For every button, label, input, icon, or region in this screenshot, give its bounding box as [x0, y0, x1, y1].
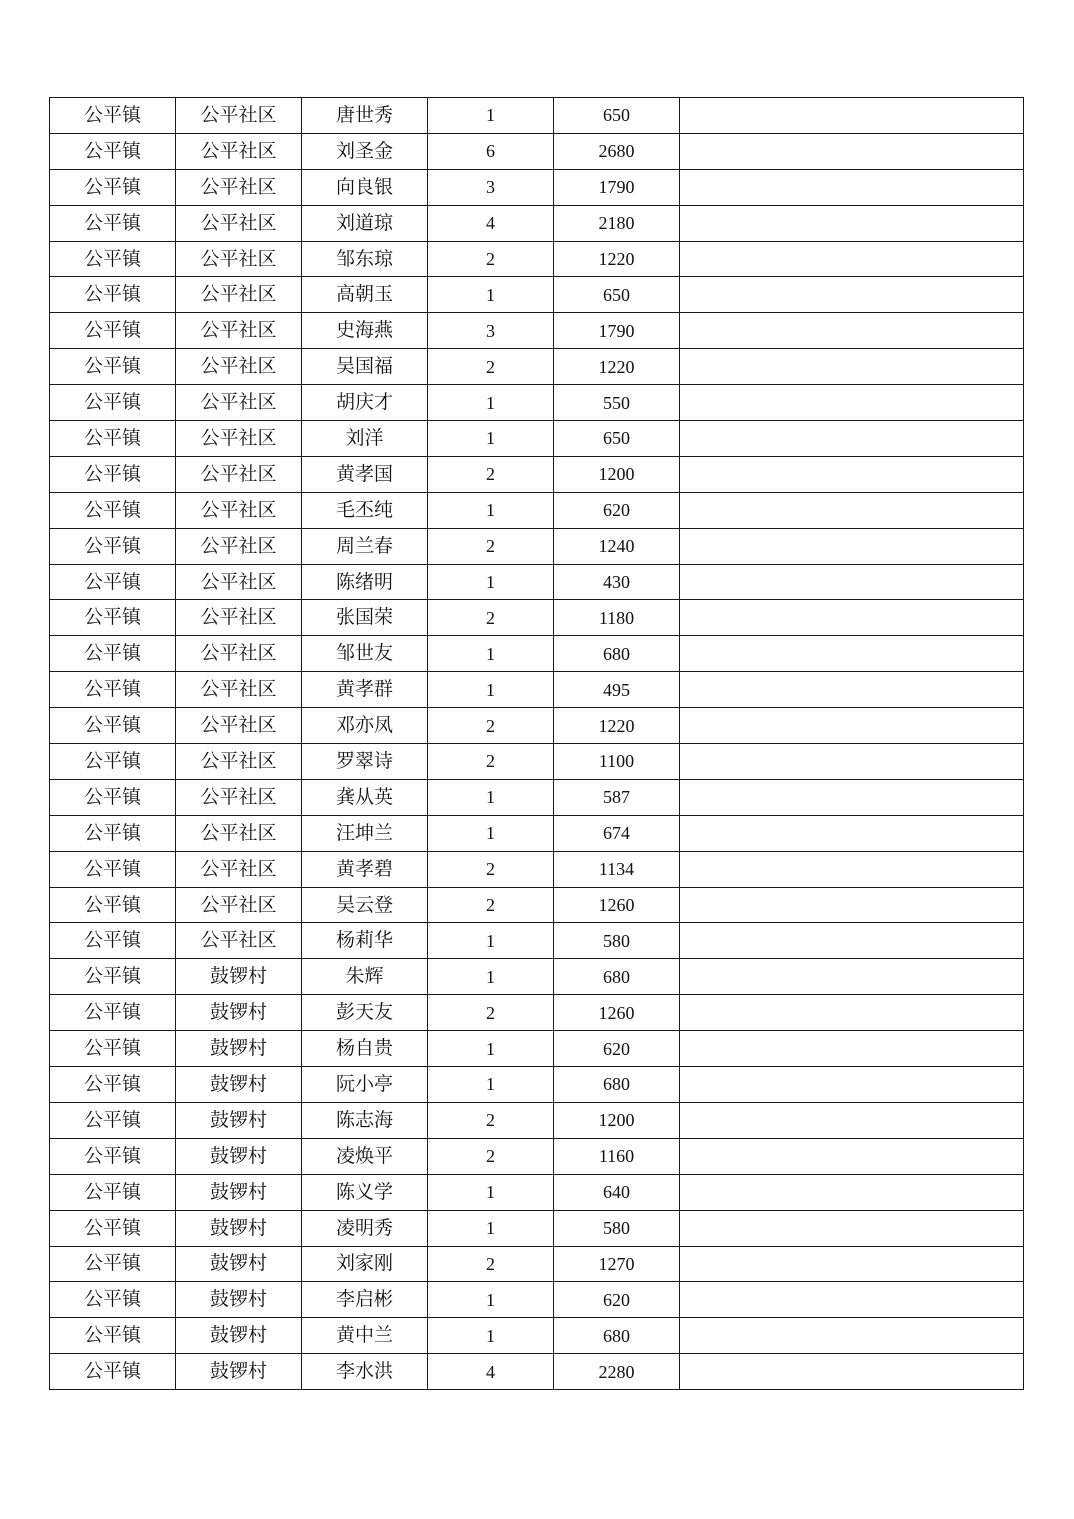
cell-village: 公平社区: [176, 169, 302, 205]
cell-note: [680, 349, 1024, 385]
cell-amount: 2680: [554, 133, 680, 169]
cell-town: 公平镇: [50, 349, 176, 385]
cell-village: 公平社区: [176, 205, 302, 241]
cell-town: 公平镇: [50, 744, 176, 780]
table-row: [50, 1246, 1024, 1282]
cell-count: 2: [428, 241, 554, 277]
cell-town: 公平镇: [50, 887, 176, 923]
cell-amount: 620: [554, 1031, 680, 1067]
cell-town: 公平镇: [50, 1138, 176, 1174]
cell-town: 公平镇: [50, 133, 176, 169]
cell-amount: 580: [554, 1210, 680, 1246]
cell-note: [680, 851, 1024, 887]
cell-name: 陈义学: [302, 1174, 428, 1210]
cell-amount: 1200: [554, 456, 680, 492]
cell-name: 向良银: [302, 169, 428, 205]
cell-village: 公平社区: [176, 923, 302, 959]
cell-count: 1: [428, 98, 554, 134]
cell-amount: 580: [554, 923, 680, 959]
table-row: [50, 923, 1024, 959]
cell-count: 2: [428, 1246, 554, 1282]
cell-count: 1: [428, 1031, 554, 1067]
table-row: [50, 528, 1024, 564]
table-row: [50, 744, 1024, 780]
cell-note: [680, 672, 1024, 708]
cell-amount: 650: [554, 421, 680, 457]
cell-count: 1: [428, 636, 554, 672]
cell-village: 公平社区: [176, 313, 302, 349]
cell-note: [680, 779, 1024, 815]
cell-count: 1: [428, 421, 554, 457]
cell-town: 公平镇: [50, 636, 176, 672]
cell-town: 公平镇: [50, 277, 176, 313]
cell-count: 2: [428, 851, 554, 887]
table-row: [50, 779, 1024, 815]
cell-note: [680, 1282, 1024, 1318]
cell-name: 阮小亭: [302, 1067, 428, 1103]
cell-village: 公平社区: [176, 779, 302, 815]
table-row: [50, 456, 1024, 492]
cell-village: 公平社区: [176, 708, 302, 744]
cell-amount: 620: [554, 492, 680, 528]
cell-note: [680, 1031, 1024, 1067]
cell-name: 毛丕纯: [302, 492, 428, 528]
cell-name: 吴云登: [302, 887, 428, 923]
table-row: [50, 1067, 1024, 1103]
table-row: [50, 1282, 1024, 1318]
cell-note: [680, 98, 1024, 134]
cell-note: [680, 241, 1024, 277]
cell-town: 公平镇: [50, 1031, 176, 1067]
table-row: [50, 1210, 1024, 1246]
cell-count: 3: [428, 313, 554, 349]
table-row: [50, 708, 1024, 744]
cell-village: 鼓锣村: [176, 1174, 302, 1210]
table-row: [50, 313, 1024, 349]
cell-name: 陈志海: [302, 1102, 428, 1138]
cell-amount: 1260: [554, 995, 680, 1031]
cell-town: 公平镇: [50, 1246, 176, 1282]
cell-note: [680, 1174, 1024, 1210]
cell-note: [680, 744, 1024, 780]
cell-note: [680, 815, 1024, 851]
cell-name: 李启彬: [302, 1282, 428, 1318]
cell-count: 2: [428, 528, 554, 564]
table-row: [50, 133, 1024, 169]
cell-count: 1: [428, 923, 554, 959]
table-row: [50, 421, 1024, 457]
cell-town: 公平镇: [50, 1210, 176, 1246]
cell-amount: 495: [554, 672, 680, 708]
cell-amount: 1270: [554, 1246, 680, 1282]
cell-village: 公平社区: [176, 815, 302, 851]
cell-amount: 550: [554, 385, 680, 421]
cell-village: 公平社区: [176, 672, 302, 708]
cell-count: 1: [428, 779, 554, 815]
cell-town: 公平镇: [50, 1282, 176, 1318]
cell-name: 汪坤兰: [302, 815, 428, 851]
cell-amount: 1134: [554, 851, 680, 887]
cell-village: 公平社区: [176, 385, 302, 421]
cell-count: 1: [428, 1282, 554, 1318]
cell-amount: 680: [554, 1067, 680, 1103]
table-row: [50, 959, 1024, 995]
cell-note: [680, 133, 1024, 169]
cell-amount: 1790: [554, 169, 680, 205]
cell-town: 公平镇: [50, 923, 176, 959]
cell-note: [680, 959, 1024, 995]
cell-town: 公平镇: [50, 1354, 176, 1390]
cell-village: 鼓锣村: [176, 1102, 302, 1138]
cell-name: 黄中兰: [302, 1318, 428, 1354]
cell-count: 2: [428, 995, 554, 1031]
cell-note: [680, 1318, 1024, 1354]
cell-town: 公平镇: [50, 492, 176, 528]
cell-village: 公平社区: [176, 564, 302, 600]
table-row: [50, 995, 1024, 1031]
cell-town: 公平镇: [50, 98, 176, 134]
cell-count: 1: [428, 385, 554, 421]
data-table: [49, 97, 1024, 1390]
table-row: [50, 241, 1024, 277]
table-row: [50, 851, 1024, 887]
cell-name: 陈绪明: [302, 564, 428, 600]
cell-name: 凌焕平: [302, 1138, 428, 1174]
cell-town: 公平镇: [50, 169, 176, 205]
cell-count: 1: [428, 815, 554, 851]
cell-note: [680, 528, 1024, 564]
cell-note: [680, 1210, 1024, 1246]
table-row: [50, 636, 1024, 672]
cell-village: 公平社区: [176, 456, 302, 492]
cell-note: [680, 1138, 1024, 1174]
table-row: [50, 98, 1024, 134]
cell-village: 公平社区: [176, 349, 302, 385]
cell-name: 杨自贵: [302, 1031, 428, 1067]
cell-name: 唐世秀: [302, 98, 428, 134]
cell-town: 公平镇: [50, 241, 176, 277]
cell-name: 朱辉: [302, 959, 428, 995]
cell-village: 鼓锣村: [176, 1354, 302, 1390]
cell-count: 2: [428, 1138, 554, 1174]
cell-village: 公平社区: [176, 421, 302, 457]
cell-town: 公平镇: [50, 1174, 176, 1210]
cell-count: 2: [428, 1102, 554, 1138]
cell-count: 2: [428, 744, 554, 780]
cell-village: 公平社区: [176, 887, 302, 923]
cell-count: 1: [428, 1210, 554, 1246]
cell-note: [680, 995, 1024, 1031]
cell-amount: 1200: [554, 1102, 680, 1138]
cell-amount: 2280: [554, 1354, 680, 1390]
cell-note: [680, 385, 1024, 421]
cell-amount: 1790: [554, 313, 680, 349]
cell-amount: 650: [554, 277, 680, 313]
cell-note: [680, 456, 1024, 492]
cell-count: 2: [428, 456, 554, 492]
cell-village: 鼓锣村: [176, 1318, 302, 1354]
cell-name: 黄孝碧: [302, 851, 428, 887]
cell-count: 1: [428, 1067, 554, 1103]
cell-village: 鼓锣村: [176, 1210, 302, 1246]
table-row: [50, 815, 1024, 851]
cell-count: 1: [428, 1318, 554, 1354]
cell-village: 公平社区: [176, 492, 302, 528]
cell-name: 黄孝群: [302, 672, 428, 708]
cell-village: 公平社区: [176, 528, 302, 564]
cell-town: 公平镇: [50, 456, 176, 492]
cell-name: 李水洪: [302, 1354, 428, 1390]
table-row: [50, 1031, 1024, 1067]
cell-name: 刘圣金: [302, 133, 428, 169]
cell-name: 邹世友: [302, 636, 428, 672]
cell-note: [680, 887, 1024, 923]
cell-name: 邹东琼: [302, 241, 428, 277]
cell-note: [680, 205, 1024, 241]
cell-amount: 1220: [554, 708, 680, 744]
cell-amount: 2180: [554, 205, 680, 241]
cell-amount: 674: [554, 815, 680, 851]
cell-amount: 587: [554, 779, 680, 815]
cell-town: 公平镇: [50, 385, 176, 421]
table-row: [50, 385, 1024, 421]
cell-town: 公平镇: [50, 815, 176, 851]
cell-amount: 640: [554, 1174, 680, 1210]
cell-town: 公平镇: [50, 959, 176, 995]
cell-note: [680, 708, 1024, 744]
cell-town: 公平镇: [50, 564, 176, 600]
cell-count: 3: [428, 169, 554, 205]
cell-name: 刘家刚: [302, 1246, 428, 1282]
cell-name: 高朝玉: [302, 277, 428, 313]
cell-town: 公平镇: [50, 421, 176, 457]
cell-village: 公平社区: [176, 636, 302, 672]
cell-amount: 680: [554, 959, 680, 995]
cell-village: 鼓锣村: [176, 1067, 302, 1103]
table-row: [50, 1138, 1024, 1174]
cell-amount: 1220: [554, 241, 680, 277]
cell-note: [680, 923, 1024, 959]
cell-note: [680, 1102, 1024, 1138]
cell-note: [680, 1354, 1024, 1390]
table-row: [50, 1174, 1024, 1210]
table-row: [50, 564, 1024, 600]
cell-count: 2: [428, 887, 554, 923]
cell-town: 公平镇: [50, 205, 176, 241]
cell-village: 公平社区: [176, 600, 302, 636]
cell-name: 刘洋: [302, 421, 428, 457]
cell-count: 1: [428, 959, 554, 995]
cell-village: 公平社区: [176, 133, 302, 169]
cell-amount: 680: [554, 636, 680, 672]
cell-note: [680, 600, 1024, 636]
cell-count: 1: [428, 277, 554, 313]
cell-town: 公平镇: [50, 600, 176, 636]
cell-count: 4: [428, 205, 554, 241]
cell-note: [680, 1067, 1024, 1103]
table-row: [50, 1354, 1024, 1390]
cell-village: 公平社区: [176, 744, 302, 780]
table-row: [50, 205, 1024, 241]
cell-village: 公平社区: [176, 241, 302, 277]
table-row: [50, 277, 1024, 313]
cell-amount: 430: [554, 564, 680, 600]
cell-village: 鼓锣村: [176, 1031, 302, 1067]
cell-name: 周兰春: [302, 528, 428, 564]
cell-count: 1: [428, 672, 554, 708]
table-row: [50, 492, 1024, 528]
cell-note: [680, 564, 1024, 600]
cell-town: 公平镇: [50, 995, 176, 1031]
cell-amount: 1180: [554, 600, 680, 636]
cell-name: 黄孝国: [302, 456, 428, 492]
cell-count: 1: [428, 1174, 554, 1210]
cell-amount: 1260: [554, 887, 680, 923]
cell-village: 鼓锣村: [176, 1246, 302, 1282]
cell-town: 公平镇: [50, 708, 176, 744]
cell-note: [680, 492, 1024, 528]
cell-count: 4: [428, 1354, 554, 1390]
table-row: [50, 1102, 1024, 1138]
cell-count: 1: [428, 564, 554, 600]
cell-note: [680, 169, 1024, 205]
cell-village: 鼓锣村: [176, 1282, 302, 1318]
cell-name: 杨莉华: [302, 923, 428, 959]
cell-note: [680, 277, 1024, 313]
cell-name: 罗翠诗: [302, 744, 428, 780]
table-row: [50, 349, 1024, 385]
cell-note: [680, 636, 1024, 672]
table-body: [50, 98, 1024, 1390]
cell-name: 邓亦凤: [302, 708, 428, 744]
cell-count: 2: [428, 349, 554, 385]
cell-town: 公平镇: [50, 528, 176, 564]
cell-town: 公平镇: [50, 779, 176, 815]
cell-village: 鼓锣村: [176, 959, 302, 995]
cell-amount: 1220: [554, 349, 680, 385]
cell-town: 公平镇: [50, 1318, 176, 1354]
cell-village: 公平社区: [176, 98, 302, 134]
cell-village: 公平社区: [176, 277, 302, 313]
cell-village: 鼓锣村: [176, 995, 302, 1031]
cell-note: [680, 313, 1024, 349]
cell-amount: 650: [554, 98, 680, 134]
cell-name: 史海燕: [302, 313, 428, 349]
cell-amount: 620: [554, 1282, 680, 1318]
cell-name: 吴国福: [302, 349, 428, 385]
table-row: [50, 887, 1024, 923]
cell-name: 张国荣: [302, 600, 428, 636]
cell-note: [680, 1246, 1024, 1282]
cell-amount: 1240: [554, 528, 680, 564]
table-row: [50, 169, 1024, 205]
cell-count: 1: [428, 492, 554, 528]
cell-name: 凌明秀: [302, 1210, 428, 1246]
cell-town: 公平镇: [50, 313, 176, 349]
cell-town: 公平镇: [50, 672, 176, 708]
cell-amount: 1100: [554, 744, 680, 780]
cell-count: 6: [428, 133, 554, 169]
cell-name: 彭天友: [302, 995, 428, 1031]
cell-count: 2: [428, 600, 554, 636]
cell-amount: 1160: [554, 1138, 680, 1174]
table-row: [50, 600, 1024, 636]
cell-town: 公平镇: [50, 1102, 176, 1138]
cell-name: 刘道琼: [302, 205, 428, 241]
cell-village: 公平社区: [176, 851, 302, 887]
cell-note: [680, 421, 1024, 457]
cell-name: 胡庆才: [302, 385, 428, 421]
table-row: [50, 672, 1024, 708]
cell-village: 鼓锣村: [176, 1138, 302, 1174]
cell-town: 公平镇: [50, 851, 176, 887]
cell-amount: 680: [554, 1318, 680, 1354]
table-row: [50, 1318, 1024, 1354]
cell-name: 龚从英: [302, 779, 428, 815]
cell-count: 2: [428, 708, 554, 744]
cell-town: 公平镇: [50, 1067, 176, 1103]
